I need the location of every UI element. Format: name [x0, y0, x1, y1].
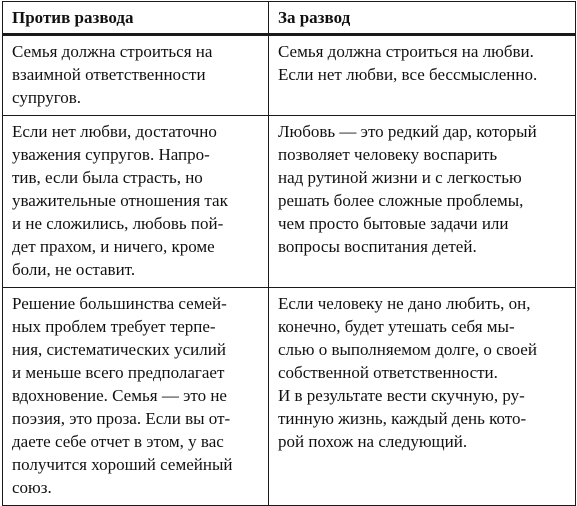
- table-cell-for: [269, 116, 576, 288]
- cell-text: Если человеку не дано любить, он, конечно, будет утешать себя мы- слью о выполняемом долге, о своей собственной ответственности. И в результате вести скучную, ру- тинную жизнь, каждый день кото- рой похож на следующий.: [278, 294, 537, 451]
- cell-text: Семья должна строиться на взаимной ответственности супругов.: [12, 42, 213, 107]
- table-cell-for: [269, 288, 576, 506]
- table-row: [3, 116, 576, 288]
- cell-text: Семья должна строиться на любви. Если нет любви, все бессмысленно.: [278, 42, 538, 84]
- table-cell-against: [3, 116, 269, 288]
- table-cell-against: [3, 288, 269, 506]
- header-for-divorce: За развод: [269, 2, 576, 35]
- table-header-row: [3, 2, 576, 35]
- table-cell-for: [269, 35, 576, 116]
- cell-text: Если нет любви, достаточно уважения супругов. Напро- тив, если была страсть, но уважительные отношения так и не сложились, любовь пой- дет прахом, и ничего, кроме боли, не оставит.: [12, 122, 228, 279]
- cell-text: Решение большинства семей- ных проблем требует терпе- ния, систематических усилий и меньше всего предполагает вдохновение. Семья — это не поэзия, это проза. Если вы от- даете себе отчет в этом, у вас получится хороший семейный союз.: [12, 294, 233, 497]
- cell-text: Любовь — это редкий дар, который позволяет человеку воспарить над рутиной жизни и с легкостью решать более сложные проблемы, чем просто бытовые задачи или вопросы воспитания детей.: [278, 122, 537, 256]
- table-row: [3, 35, 576, 116]
- header-against-divorce: Против развода: [3, 2, 269, 35]
- table-row: [3, 288, 576, 506]
- table-cell-against: [3, 35, 269, 116]
- comparison-table: [2, 1, 576, 506]
